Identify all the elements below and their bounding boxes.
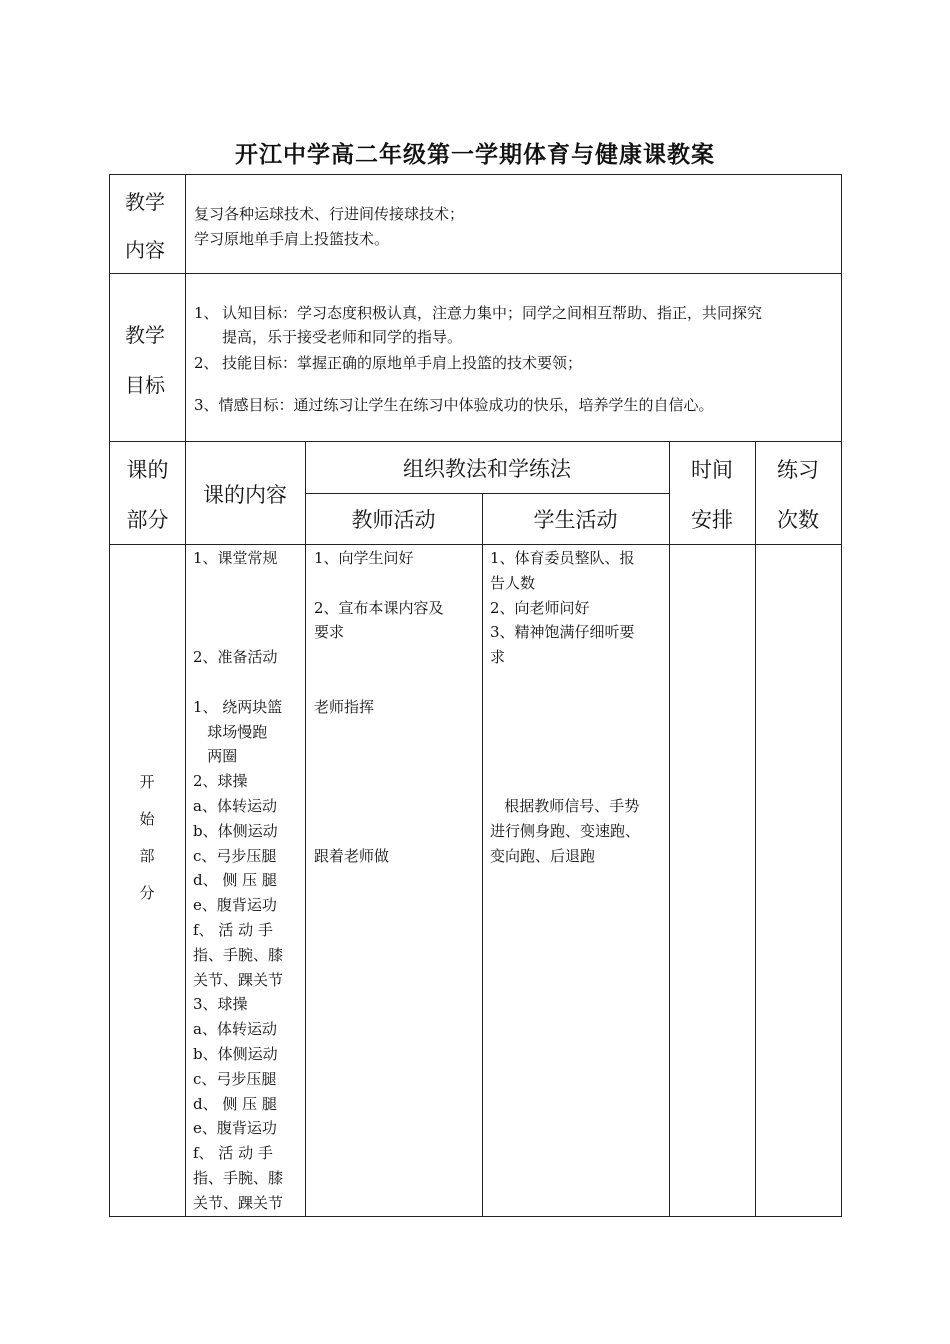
teacher-line xyxy=(314,769,444,794)
content-line: 1、课堂常规 xyxy=(193,549,278,567)
header-count: 次数 xyxy=(777,508,819,532)
content-line: 关节、踝关节 xyxy=(193,970,284,989)
content-line: 复习各种运球技术、行进间传接球技术； xyxy=(194,205,465,223)
student-line: 2、向老师问好 xyxy=(490,598,590,617)
student-line: 求 xyxy=(490,648,506,667)
content-line: 两圈 xyxy=(193,747,238,766)
student-line xyxy=(490,670,640,695)
teacher-line: 2、宣布本课内容及 xyxy=(314,598,444,617)
content-line: d、 侧 压 腿 xyxy=(193,871,277,890)
teacher-line: 跟着老师做 xyxy=(314,846,390,865)
student-line: 根据教师信号、手势 xyxy=(490,796,640,815)
content-line: 指、手腕、膝 xyxy=(193,1168,284,1187)
teacher-line: 1、向学生问好 xyxy=(314,549,414,567)
teacher-line: 老师指挥 xyxy=(314,697,375,716)
content-line: c、弓步压腿 xyxy=(193,1069,277,1088)
content-line: b、体侧运动 xyxy=(193,821,278,840)
content-line: 2、球操 xyxy=(193,772,248,791)
header-teacher: 教师活动 xyxy=(351,508,436,532)
header-student: 学生活动 xyxy=(533,508,618,532)
teacher-line xyxy=(314,819,444,844)
content-line: 球场慢跑 xyxy=(193,722,268,741)
goal-label: 教学 xyxy=(125,323,165,347)
teacher-line xyxy=(314,744,444,769)
student-line: 进行侧身跑、变速跑、 xyxy=(490,821,641,840)
teacher-line xyxy=(314,670,444,695)
header-part: 课的 xyxy=(126,458,169,482)
student-line: 告人数 xyxy=(490,573,536,592)
header-count: 练习 xyxy=(777,458,819,482)
header-part: 部分 xyxy=(126,508,169,532)
section-label: 开 始 部 分 xyxy=(139,773,155,902)
content-line: d、 侧 压 腿 xyxy=(193,1094,277,1113)
content-line xyxy=(193,620,283,645)
content-line xyxy=(193,571,283,596)
goal-number: 2、 xyxy=(194,354,219,372)
content-line xyxy=(193,596,283,621)
teacher-line: 要求 xyxy=(314,623,345,642)
teacher-line xyxy=(314,645,444,670)
header-time: 时间 xyxy=(691,458,733,482)
header-content: 课的内容 xyxy=(203,483,287,507)
content-line: 指、手腕、膝 xyxy=(193,945,284,964)
document-title: 开江中学高二年级第一学期体育与健康课教案 xyxy=(235,142,715,168)
goal-label: 目标 xyxy=(125,373,165,397)
teacher-line xyxy=(314,720,444,745)
header-time: 安排 xyxy=(691,508,733,532)
teacher-column xyxy=(314,546,444,868)
content-line: 1、 绕两块篮 xyxy=(193,697,283,716)
student-column xyxy=(490,546,640,868)
content-line: 3、球操 xyxy=(193,995,248,1014)
content-line: a、体转运动 xyxy=(193,1020,277,1039)
goal-text: 认知目标：学习态度积极认真，注意力集中；同学之间相互帮助、指正，共同探究 xyxy=(222,304,763,322)
student-line xyxy=(490,720,640,745)
content-line: e、腹背运功 xyxy=(193,896,277,915)
student-line: 1、体育委员整队、报 xyxy=(490,549,635,567)
content-line: c、弓步压腿 xyxy=(193,846,277,865)
content-line: f、 活 动 手 xyxy=(193,1144,273,1163)
goal-text: 3、情感目标：通过练习让学生在练习中体验成功的快乐，培养学生的自信心。 xyxy=(194,396,714,414)
content-line xyxy=(193,670,283,695)
student-line xyxy=(490,769,640,794)
student-line xyxy=(490,744,640,769)
teacher-line xyxy=(314,571,444,596)
content-label: 内容 xyxy=(125,238,165,262)
goal-number: 1、 xyxy=(194,304,219,322)
content-line: 学习原地单手肩上投篮技术。 xyxy=(194,230,390,248)
student-line: 变向跑、后退跑 xyxy=(490,846,596,865)
student-line: 3、精神饱满仔细听要 xyxy=(490,623,635,642)
content-label: 教学 xyxy=(125,190,165,214)
content-line: a、体转运动 xyxy=(193,796,277,815)
content-line: b、体侧运动 xyxy=(193,1044,278,1063)
header-method: 组织教法和学练法 xyxy=(403,457,571,481)
teacher-line xyxy=(314,794,444,819)
content-line: f、 活 动 手 xyxy=(193,920,273,939)
content-column xyxy=(193,546,283,1216)
goal-text: 技能目标：掌握正确的原地单手肩上投篮的技术要领； xyxy=(222,354,583,372)
content-line: e、腹背运功 xyxy=(193,1119,277,1138)
student-line xyxy=(490,695,640,720)
goal-text: 提高，乐于接受老师和同学的指导。 xyxy=(222,328,463,346)
content-line: 2、准备活动 xyxy=(193,648,278,667)
content-line: 关节、踝关节 xyxy=(193,1193,284,1212)
